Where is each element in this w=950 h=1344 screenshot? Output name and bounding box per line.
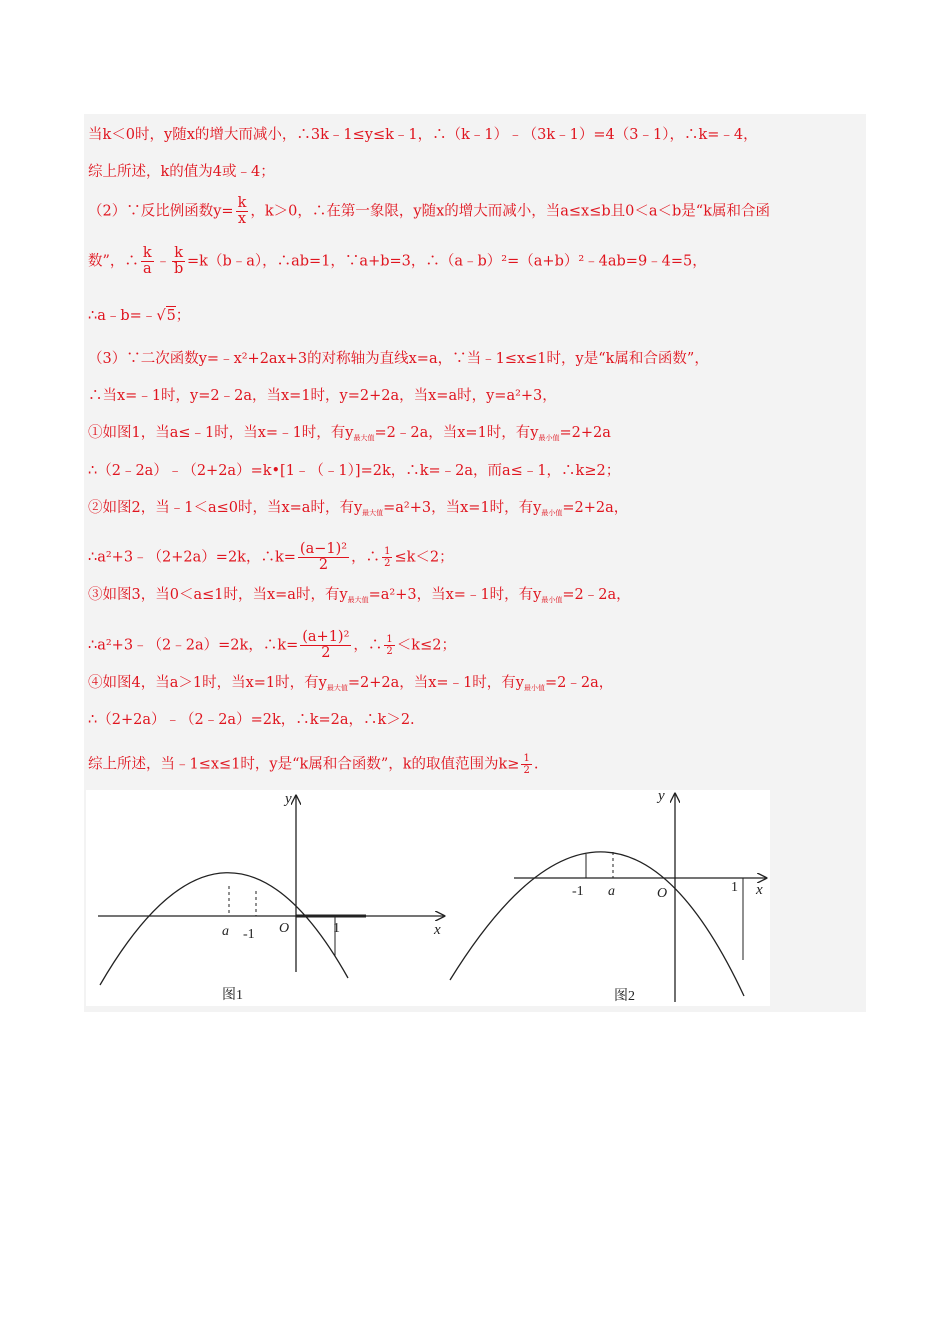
subscript-min: 最小值 (538, 434, 560, 442)
text-segment: ∴a²+3﹣（2﹣2a）=2k，∴k= (88, 637, 299, 654)
text-segment: ＜k≤2； (396, 637, 456, 654)
text-segment: . (533, 756, 539, 773)
sqrt-sign: √ (156, 308, 166, 324)
y-axis-label: y (658, 790, 665, 804)
text-line-16 (88, 753, 538, 776)
numerator: 1 (386, 634, 393, 645)
numerator: (a+1)² (302, 629, 350, 645)
fraction-one-half (521, 753, 531, 776)
text-line-8 (88, 424, 611, 447)
text-line-11 (88, 542, 454, 573)
text-segment: =k（b﹣a），∴ab=1，∵a+b=3，∴（a﹣b）²=（a+b）²﹣4ab=9﹣4=5， (187, 253, 707, 270)
fraction-am1sq-over-2 (298, 542, 349, 573)
text-line-6: （3）∵二次函数y=﹣x²+2ax+3的对称轴为直线x=a，∵当﹣1≤x≤1时，y是“k属和合函数”， (88, 351, 709, 367)
figure-caption: 图1 (222, 988, 243, 1003)
numerator: (a−1)² (299, 541, 348, 557)
denominator: 2 (321, 645, 331, 661)
denominator: 2 (523, 765, 530, 776)
denominator: 2 (384, 558, 391, 569)
subscript-min: 最小值 (523, 684, 545, 692)
subscript-max: 最大值 (353, 434, 375, 442)
text-line-15: ∴（2+2a）﹣（2﹣2a）=2k，∴k=2a，∴k＞2. (88, 712, 415, 728)
text-segment: ∴a﹣b=﹣ (88, 308, 157, 324)
text-segment: 数”，∴ (88, 253, 139, 270)
subscript-max: 最大值 (326, 684, 348, 692)
text-segment: ④如图4，当a＞1时，当x=1时，有y (88, 675, 327, 691)
text-segment: ①如图1，当a≤﹣1时，当x=﹣1时，有y (88, 425, 354, 441)
minus-one-label: -1 (572, 884, 584, 899)
subscript-max: 最大值 (362, 509, 384, 517)
numerator: k (237, 195, 247, 211)
minus-one-label: -1 (243, 927, 255, 942)
text-line-7: ∴当x=﹣1时，y=2﹣2a，当x=1时，y=2+2a，当x=a时，y=a²+3， (88, 388, 557, 404)
figure-2-graph (448, 790, 770, 1006)
parabola (450, 852, 744, 996)
one-label: 1 (333, 921, 340, 936)
text-line-13 (88, 630, 456, 661)
fraction-k-over-a (141, 246, 154, 277)
origin-label: O (657, 886, 668, 901)
fraction-k-over-x (236, 196, 249, 227)
text-segment: （2）∵反比例函数y= (88, 203, 234, 220)
text-segment: ﹣ (155, 253, 171, 270)
text-line-5 (88, 306, 190, 325)
one-label: 1 (731, 880, 738, 895)
text-segment: ∴a²+3﹣（2+2a）=2k，∴k= (88, 549, 296, 566)
y-axis-label: y (285, 791, 292, 807)
sqrt-radicand: 5 (166, 308, 176, 324)
figure-1-graph (86, 790, 448, 1006)
denominator: 2 (386, 646, 393, 657)
text-line-9: ∴（2﹣2a）﹣（2+2a）=k•[1﹣（﹣1）]=2k，∴k=﹣2a，而a≤﹣1，∴k≥2； (88, 463, 621, 479)
text-segment: =a²+3，当x=1时，有y (383, 500, 542, 516)
fraction-one-half (384, 634, 394, 657)
fraction-ap1sq-over-2 (300, 630, 351, 661)
text-segment: ②如图2，当﹣1＜a≤0时，当x=a时，有y (88, 500, 363, 516)
text-line-3 (88, 196, 770, 227)
text-segment: =2﹣2a， (562, 587, 631, 603)
fraction-k-over-b (172, 246, 185, 277)
x-axis-label: x (434, 922, 441, 938)
text-segment: ，∴ (351, 549, 381, 566)
figure-1 (86, 790, 448, 1006)
numerator: 1 (384, 546, 391, 557)
text-segment: ③如图3，当0＜a≤1时，当x=a时，有y (88, 587, 348, 603)
text-line-1: 当k＜0时，y随x的增大而减小，∴3k﹣1≤y≤k﹣1，∴（k﹣1）﹣（3k﹣1）=4（3﹣1），∴k=﹣4， (88, 127, 758, 143)
subscript-min: 最小值 (541, 509, 563, 517)
a-label: a (608, 884, 615, 899)
text-line-10 (88, 499, 628, 522)
numerator: k (174, 245, 184, 261)
subscript-max: 最大值 (347, 596, 369, 604)
text-segment: ，∴ (353, 637, 383, 654)
text-segment: ，k＞0，∴在第一象限，y随x的增大而减小，当a≤x≤b且0＜a＜b是“k属和合函 (250, 203, 771, 220)
text-segment: ； (175, 308, 191, 324)
text-segment: =a²+3，当x=﹣1时，有y (368, 587, 542, 603)
figure-2 (448, 790, 770, 1006)
origin-label: O (279, 921, 290, 936)
figure-caption: 图2 (614, 989, 635, 1004)
denominator: a (142, 261, 152, 277)
a-label: a (222, 924, 229, 939)
text-segment: =2+2a， (562, 500, 629, 516)
fraction-one-half (382, 546, 392, 569)
numerator: k (142, 245, 152, 261)
text-segment: =2+2a，当x=﹣1时，有y (347, 675, 524, 691)
text-segment: =2﹣2a， (544, 675, 614, 691)
text-segment: =2﹣2a，当x=1时，有y (374, 425, 539, 441)
text-line-12 (88, 586, 631, 609)
denominator: b (173, 261, 184, 277)
text-line-2: 综上所述，k的值为4或﹣4； (88, 164, 275, 180)
text-segment: 综上所述，当﹣1≤x≤1时，y是“k属和合函数”，k的取值范围为k≥ (88, 756, 520, 773)
denominator: 2 (318, 557, 329, 573)
text-segment: ≤k＜2； (394, 549, 454, 566)
text-line-4 (88, 246, 707, 277)
subscript-min: 最小值 (541, 596, 563, 604)
denominator: x (237, 211, 247, 227)
x-axis-label: x (756, 882, 763, 898)
text-line-14 (88, 674, 613, 697)
text-segment: =2+2a (559, 425, 611, 441)
numerator: 1 (523, 753, 530, 764)
